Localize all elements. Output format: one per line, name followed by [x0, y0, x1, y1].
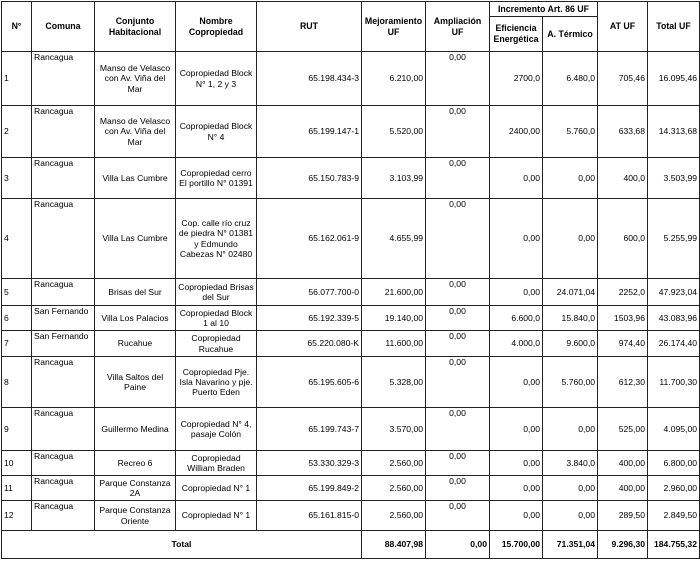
- row-termico: 5.760,00: [543, 357, 598, 408]
- row-conjunto: Villa Las Cumbre: [95, 158, 176, 199]
- row-mejoramiento: 2.560,00: [362, 451, 426, 476]
- row-number: 5: [2, 279, 32, 306]
- row-mejoramiento: 4.655,99: [362, 199, 426, 279]
- row-conjunto: Villa Saltos del Paine: [95, 357, 176, 408]
- row-total: 2.849,50: [648, 501, 700, 531]
- row-total: 11.700,30: [648, 357, 700, 408]
- row-nombre: Copropiedad N° 4, pasaje Colón: [176, 408, 257, 451]
- total-ampliacion: 0,00: [426, 531, 490, 559]
- table-row: [2, 158, 700, 199]
- header-n: N°: [2, 2, 32, 52]
- header-eficiencia: Eficiencia Energética: [490, 17, 543, 52]
- row-conjunto: Manso de Velasco con Av. Viña del Mar: [95, 52, 176, 106]
- row-nombre: Copropiedad N° 1: [176, 476, 257, 501]
- row-total: 47.923,04: [648, 279, 700, 306]
- row-number: 11: [2, 476, 32, 501]
- row-comuna: Rancagua: [32, 158, 95, 199]
- row-eficiencia: 0,00: [490, 476, 543, 501]
- row-termico: 0,00: [543, 408, 598, 451]
- row-comuna: Rancagua: [32, 52, 95, 106]
- row-number: 9: [2, 408, 32, 451]
- row-eficiencia: 0,00: [490, 451, 543, 476]
- row-ampliacion: 0,00: [426, 357, 490, 408]
- header-rut: RUT: [257, 2, 362, 52]
- header-conjunto: Conjunto Habitacional: [95, 2, 176, 52]
- row-ampliacion: 0,00: [426, 501, 490, 531]
- total-total: 184.755,32: [648, 531, 700, 559]
- row-at: 289,50: [598, 501, 648, 531]
- table-row: [2, 451, 700, 476]
- row-ampliacion: 0,00: [426, 331, 490, 357]
- row-rut: 65.199.743-7: [257, 408, 362, 451]
- row-eficiencia: 4.000,0: [490, 331, 543, 357]
- table-row: [2, 279, 700, 306]
- row-mejoramiento: 3.103,99: [362, 158, 426, 199]
- row-ampliacion: 0,00: [426, 199, 490, 279]
- row-termico: 15.840,0: [543, 306, 598, 331]
- total-label: Total: [2, 531, 362, 559]
- row-eficiencia: 2400,00: [490, 106, 543, 158]
- row-nombre: Copropiedad Block N° 4: [176, 106, 257, 158]
- row-nombre: Copropiedad Block N° 1, 2 y 3: [176, 52, 257, 106]
- row-comuna: Rancagua: [32, 476, 95, 501]
- row-number: 10: [2, 451, 32, 476]
- row-eficiencia: 0,00: [490, 408, 543, 451]
- row-total: 26.174,40: [648, 331, 700, 357]
- row-at: 525,00: [598, 408, 648, 451]
- total-row: [2, 531, 700, 559]
- row-conjunto: Brisas del Sur: [95, 279, 176, 306]
- row-nombre: Copropiedad N° 1: [176, 501, 257, 531]
- table-row: [2, 331, 700, 357]
- row-nombre: Copropiedad William Braden: [176, 451, 257, 476]
- row-comuna: Rancagua: [32, 408, 95, 451]
- row-rut: 65.199.849-2: [257, 476, 362, 501]
- row-eficiencia: 0,00: [490, 279, 543, 306]
- row-mejoramiento: 21.600,00: [362, 279, 426, 306]
- row-number: 4: [2, 199, 32, 279]
- row-ampliacion: 0,00: [426, 476, 490, 501]
- row-nombre: Copropiedad Block 1 al 10: [176, 306, 257, 331]
- row-total: 5.255,99: [648, 199, 700, 279]
- row-at: 1503,96: [598, 306, 648, 331]
- table-row: [2, 501, 700, 531]
- row-ampliacion: 0,00: [426, 451, 490, 476]
- row-total: 6.800,00: [648, 451, 700, 476]
- row-rut: 65.198.434-3: [257, 52, 362, 106]
- row-rut: 65.195.605-6: [257, 357, 362, 408]
- header-at: AT UF: [598, 2, 648, 52]
- row-termico: 0,00: [543, 476, 598, 501]
- total-eficiencia: 15.700,00: [490, 531, 543, 559]
- row-mejoramiento: 2.560,00: [362, 476, 426, 501]
- row-total: 2.960,00: [648, 476, 700, 501]
- row-comuna: San Fernando: [32, 306, 95, 331]
- row-conjunto: Guillermo Medina: [95, 408, 176, 451]
- row-eficiencia: 0,00: [490, 199, 543, 279]
- header-mejoramiento: Mejoramiento UF: [362, 2, 426, 52]
- row-conjunto: Manso de Velasco con Av. Viña del Mar: [95, 106, 176, 158]
- row-comuna: Rancagua: [32, 279, 95, 306]
- row-termico: 3.840,0: [543, 451, 598, 476]
- row-nombre: Copropiedad Rucahue: [176, 331, 257, 357]
- row-rut: 65.162.061-9: [257, 199, 362, 279]
- row-at: 612,30: [598, 357, 648, 408]
- row-mejoramiento: 3.570,00: [362, 408, 426, 451]
- total-termico: 71.351,04: [543, 531, 598, 559]
- row-termico: 0,00: [543, 158, 598, 199]
- header-termico: A. Térmico: [543, 17, 598, 52]
- row-ampliacion: 0,00: [426, 52, 490, 106]
- row-nombre: Copropiedad Brisas del Sur: [176, 279, 257, 306]
- row-ampliacion: 0,00: [426, 408, 490, 451]
- row-comuna: Rancagua: [32, 106, 95, 158]
- row-number: 3: [2, 158, 32, 199]
- table-row: [2, 199, 700, 279]
- table-row: [2, 106, 700, 158]
- row-termico: 5.760,0: [543, 106, 598, 158]
- row-rut: 65.161.815-0: [257, 501, 362, 531]
- row-rut: 53.330.329-3: [257, 451, 362, 476]
- row-nombre: Copropiedad Pje. Isla Navarino y pje. Puerto Eden: [176, 357, 257, 408]
- row-number: 7: [2, 331, 32, 357]
- row-ampliacion: 0,00: [426, 306, 490, 331]
- row-conjunto: Rucahue: [95, 331, 176, 357]
- row-mejoramiento: 11.600,00: [362, 331, 426, 357]
- row-ampliacion: 0,00: [426, 279, 490, 306]
- row-conjunto: Parque Constanza Oriente: [95, 501, 176, 531]
- row-at: 400,0: [598, 158, 648, 199]
- row-number: 12: [2, 501, 32, 531]
- row-number: 2: [2, 106, 32, 158]
- row-nombre: Copropiedad cerro El portillo N° 01391: [176, 158, 257, 199]
- row-conjunto: Parque Constanza 2A: [95, 476, 176, 501]
- row-ampliacion: 0,00: [426, 106, 490, 158]
- row-termico: 0,00: [543, 199, 598, 279]
- row-total: 3.503,99: [648, 158, 700, 199]
- row-rut: 65.192.339-5: [257, 306, 362, 331]
- row-eficiencia: 2700,0: [490, 52, 543, 106]
- row-mejoramiento: 2.560,00: [362, 501, 426, 531]
- header-comuna: Comuna: [32, 2, 95, 52]
- row-conjunto: Villa Los Palacios: [95, 306, 176, 331]
- row-mejoramiento: 5.520,00: [362, 106, 426, 158]
- row-termico: 6.480,0: [543, 52, 598, 106]
- row-total: 16.095,46: [648, 52, 700, 106]
- row-mejoramiento: 5.328,00: [362, 357, 426, 408]
- row-total: 43.083,96: [648, 306, 700, 331]
- row-termico: 24.071,04: [543, 279, 598, 306]
- row-rut: 65.220.080-K: [257, 331, 362, 357]
- row-mejoramiento: 6.210,00: [362, 52, 426, 106]
- table-row: [2, 306, 700, 331]
- header-row-top: [2, 2, 700, 17]
- row-conjunto: Recreo 6: [95, 451, 176, 476]
- row-comuna: Rancagua: [32, 357, 95, 408]
- row-eficiencia: 0,00: [490, 357, 543, 408]
- copropiedades-table: [1, 1, 700, 559]
- row-eficiencia: 0,00: [490, 501, 543, 531]
- row-number: 8: [2, 357, 32, 408]
- total-mejoramiento: 88.407,98: [362, 531, 426, 559]
- row-at: 974,40: [598, 331, 648, 357]
- table-row: [2, 52, 700, 106]
- row-rut: 65.199.147-1: [257, 106, 362, 158]
- row-total: 4.095,00: [648, 408, 700, 451]
- row-termico: 0,00: [543, 501, 598, 531]
- row-at: 400,00: [598, 476, 648, 501]
- table-row: [2, 357, 700, 408]
- row-at: 705,46: [598, 52, 648, 106]
- header-ampliacion: Ampliación UF: [426, 2, 490, 52]
- table-row: [2, 476, 700, 501]
- row-termico: 9.600,0: [543, 331, 598, 357]
- header-nombre: Nombre Copropiedad: [176, 2, 257, 52]
- row-number: 1: [2, 52, 32, 106]
- row-comuna: San Fernando: [32, 331, 95, 357]
- row-rut: 65.150.783-9: [257, 158, 362, 199]
- row-ampliacion: 0,00: [426, 158, 490, 199]
- row-total: 14.313,68: [648, 106, 700, 158]
- row-at: 633,68: [598, 106, 648, 158]
- row-at: 600,0: [598, 199, 648, 279]
- row-number: 6: [2, 306, 32, 331]
- row-eficiencia: 6.600,0: [490, 306, 543, 331]
- row-comuna: Rancagua: [32, 451, 95, 476]
- row-nombre: Cop. calle río cruz de piedra N° 01381 y Edmundo Cabezas N° 02480: [176, 199, 257, 279]
- row-at: 2252,0: [598, 279, 648, 306]
- row-eficiencia: 0,00: [490, 158, 543, 199]
- total-at: 9.296,30: [598, 531, 648, 559]
- row-conjunto: Villa Las Cumbre: [95, 199, 176, 279]
- row-comuna: Rancagua: [32, 501, 95, 531]
- header-total: Total UF: [648, 2, 700, 52]
- row-comuna: Rancagua: [32, 199, 95, 279]
- row-rut: 56.077.700-0: [257, 279, 362, 306]
- row-mejoramiento: 19.140,00: [362, 306, 426, 331]
- table-row: [2, 408, 700, 451]
- row-at: 400,00: [598, 451, 648, 476]
- header-incremento: Incremento Art. 86 UF: [490, 2, 598, 17]
